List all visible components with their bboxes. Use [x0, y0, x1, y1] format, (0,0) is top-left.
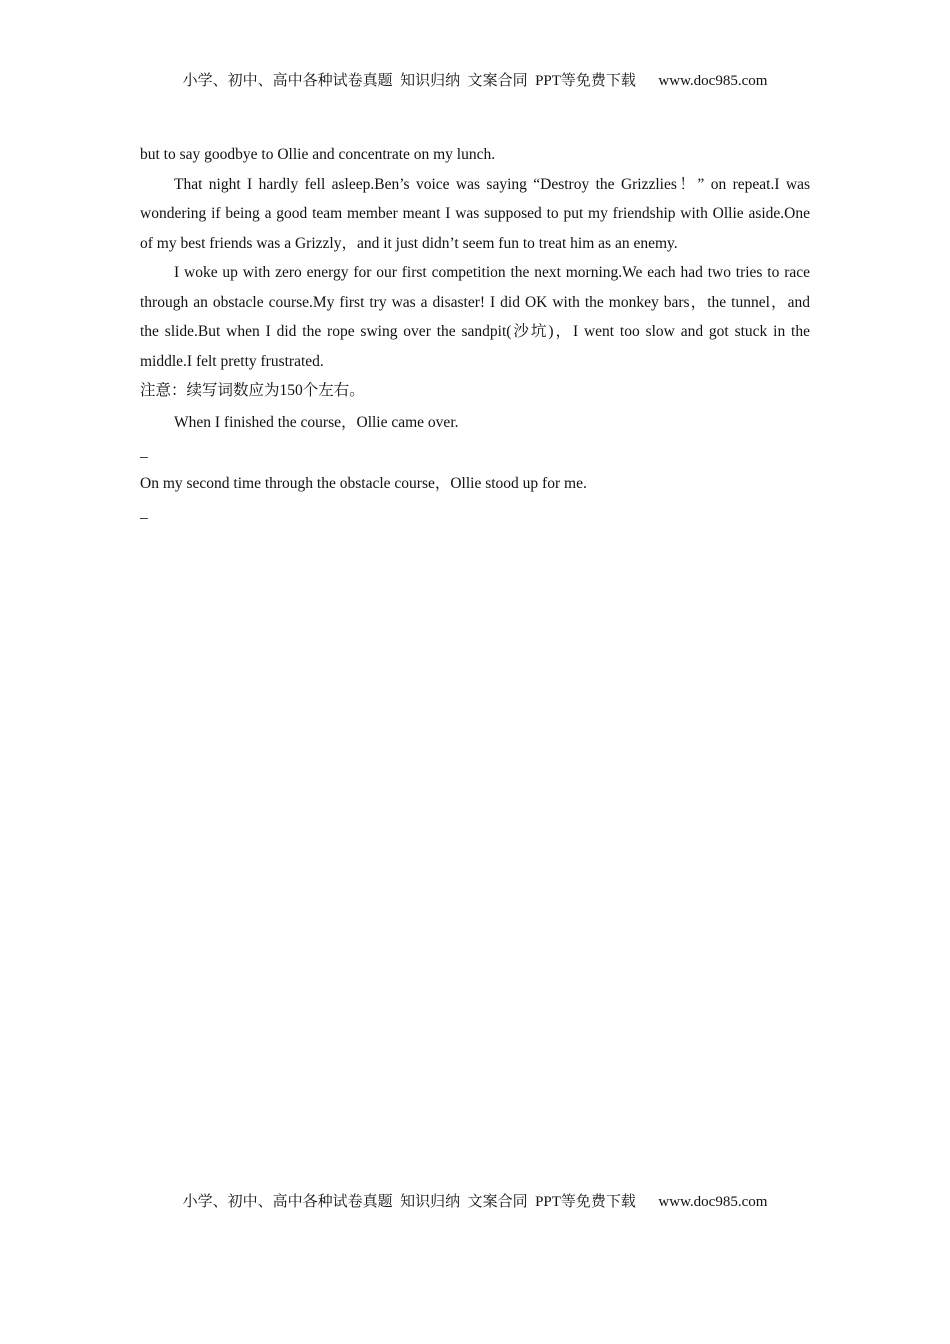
page-footer: 小学、初中、高中各种试卷真题 知识归纳 文案合同 PPT等免费下载 www.doc985.com: [182, 1194, 768, 1210]
continuation-prompt-2: On my second time through the obstacle course，Ollie stood up for me.: [140, 474, 587, 492]
paragraph-3: I woke up with zero energy for our first competition the next morning.We each had two tries to race through an obstacle course.My first try was a disaster! I did OK with the monkey bars，the tunnel，and the slide.But when I did the rope swing over the sandpit(沙坑)，I went too slow and got stuck in the middle.I felt pretty frustrated.: [140, 264, 810, 370]
paragraph-1: but to say goodbye to Ollie and concentrate on my lunch.: [140, 146, 496, 163]
paragraph-2: That night I hardly fell asleep.Ben’s voice was saying “Destroy the Grizzlies！” on repeat.I was wondering if being a good team member meant I was supposed to put my friendship with Ollie aside.One of my best friends was a Grizzly，and it just didn’t seem fun to treat him as an enemy.: [140, 175, 810, 252]
word-count-note: 注意：续写词数应为150个左右。: [140, 382, 365, 399]
answer-line-2: [140, 498, 810, 528]
answer-line-2-mark: _: [140, 504, 148, 521]
page-header: 小学、初中、高中各种试卷真题 知识归纳 文案合同 PPT等免费下载 www.doc985.com: [182, 73, 768, 89]
document-body: [140, 140, 810, 528]
answer-line-1-mark: _: [140, 443, 148, 460]
continuation-prompt-1: When I finished the course，Ollie came over.: [174, 413, 459, 431]
answer-line-1: [140, 437, 810, 467]
